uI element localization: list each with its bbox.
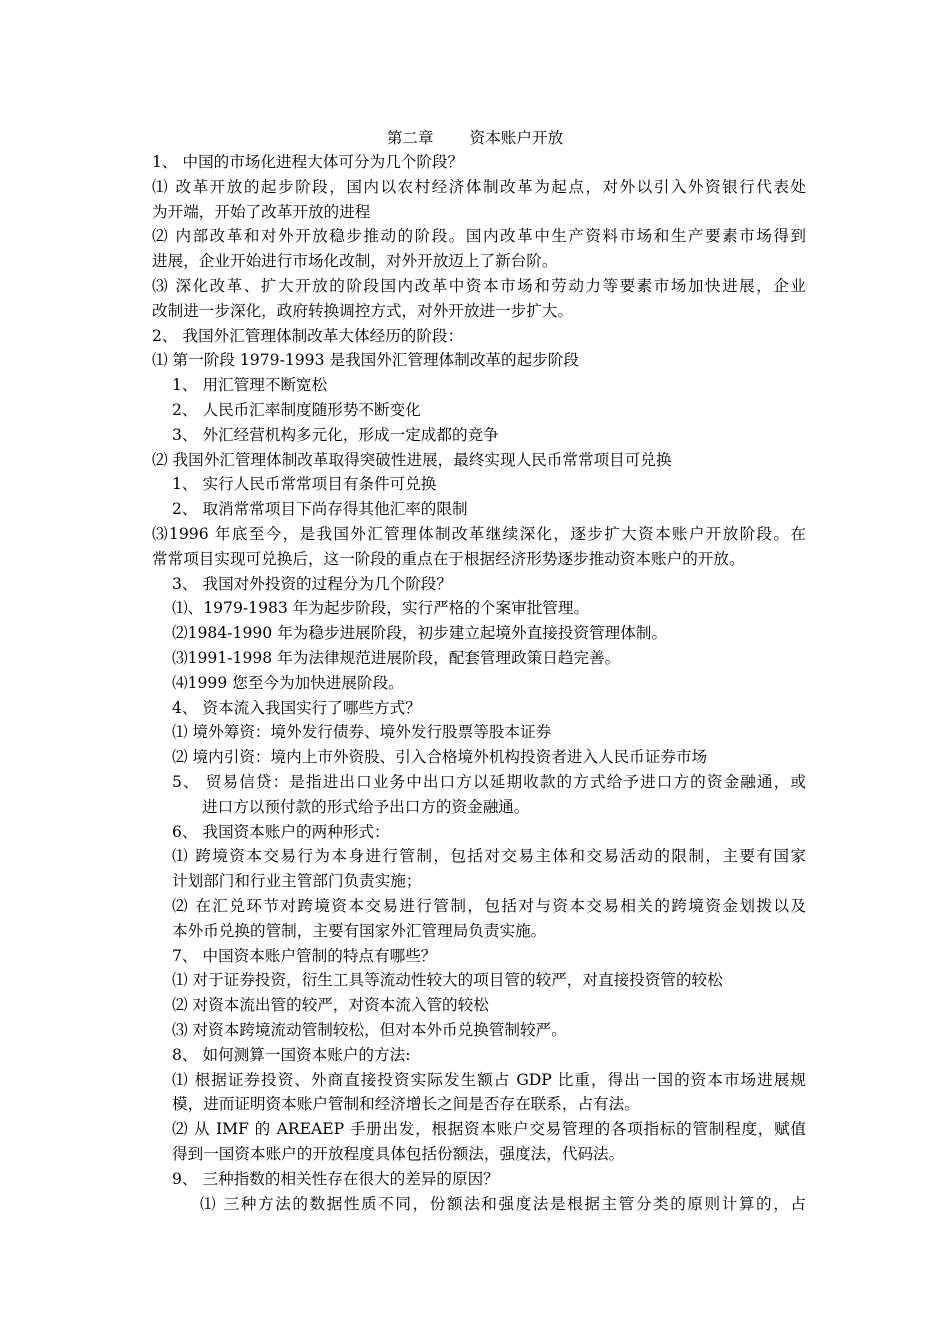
text-line: 进口方以预付款的形式给予出口方的资金融通。	[202, 797, 530, 816]
text-line: 5、 贸易信贷：是指进出口业务中出口方以延期收款的方式给予进口方的资金融通，或	[172, 773, 806, 791]
text-line: 4、 资本流入我国实行了哪些方式？	[172, 698, 421, 717]
text-line: 2、 我国外汇管理体制改革大体经历的阶段：	[152, 326, 464, 345]
text-line: ⑶ 对资本跨境流动管制较松，但对本外币兑换管制较严。	[172, 1021, 567, 1039]
text-line: ⑴ 第一阶段 1979-1993 是我国外汇管理体制改革的起步阶段	[152, 351, 579, 370]
text-line: ⑵ 内部改革和对外开放稳步推动的阶段。国内改革中生产资料市场和生产要素市场得到	[152, 227, 806, 246]
text-line: ⑴ 境外筹资：境外发行债券、境外发行股票等股本证券	[172, 723, 552, 742]
text-line: 进展，企业开始进行市场化改制，对外开放迈上了新台阶。	[152, 252, 558, 271]
text-line: 计划部门和行业主管部门负责实施；	[172, 872, 422, 891]
text-line: 1、 用汇管理不断宽松	[172, 376, 328, 395]
text-line: ⑵ 对资本流出管的较严，对资本流入管的较松	[172, 996, 489, 1015]
text-line: ⑴ 根据证券投资、外商直接投资实际发生额占 GDP 比重，得出一国的资本市场进展规	[172, 1070, 806, 1089]
text-line: ⑴ 三种方法的数据性质不同，份额法和强度法是根据主管分类的原则计算的，占	[200, 1194, 806, 1213]
text-line: ⑷1999 您至今为加快进展阶段。	[172, 673, 404, 692]
text-line: 3、 我国对外投资的过程分为几个阶段？	[172, 574, 452, 593]
text-line: ⑶1991-1998 年为法律规范进展阶段，配套管理政策日趋完善。	[172, 649, 621, 667]
text-line: 3、 外汇经营机构多元化，形成一定成都的竞争	[172, 425, 499, 444]
text-line: 2、 取消常常项目下尚存得其他汇率的限制	[172, 500, 468, 519]
text-line: ⑵ 从 IMF 的 AREAEP 手册出发，根据资本账户交易管理的各项指标的管制程度，赋值	[172, 1120, 806, 1139]
text-line: ⑵ 我国外汇管理体制改革取得突破性进展，最终实现人民币常常项目可兑换	[152, 450, 672, 469]
text-line: 1、 实行人民币常常项目有条件可兑换	[172, 475, 437, 494]
text-line: 7、 中国资本账户管制的特点有哪些？	[172, 946, 437, 965]
text-line: ⑴、1979-1983 年为起步阶段，实行严格的个案审批管理。	[172, 599, 590, 618]
text-line: ⑶ 深化改革、扩大开放的阶段国内改革中资本市场和劳动力等要素市场加快进展，企业	[152, 277, 806, 295]
text-line: 1、 中国的市场化进程大体可分为几个阶段？	[152, 153, 464, 171]
text-line: ⑵ 境内引资：境内上市外资股、引入合格境外机构投资者进入人民币证券市场	[172, 748, 708, 767]
text-line: 常常项目实现可兑换后，这一阶段的重点在于根据经济形势逐步推动资本账户的开放。	[152, 549, 745, 568]
text-line: ⑵1984-1990 年为稳步进展阶段，初步建立起境外直接投资管理体制。	[172, 624, 668, 643]
text-line: 得到一国资本账户的开放程度具体包括份额法，强度法，代码法。	[172, 1145, 625, 1163]
text-line: 模，进而证明资本账户管制和经济增长之间是否存在联系，占有法。	[172, 1095, 640, 1114]
text-line: 改制进一步深化，政府转换调控方式，对外开放进一步扩大。	[152, 301, 574, 320]
text-line: 6、 我国资本账户的两种形式：	[172, 822, 390, 841]
text-line: ⑶1996 年底至今，是我国外汇管理体制改革继续深化，逐步扩大资本账户开放阶段。在	[152, 525, 806, 543]
text-line: 8、 如何测算一国资本账户的方法:	[172, 1045, 411, 1064]
text-line: ⑴ 跨境资本交易行为本身进行管制，包括对交易主体和交易活动的限制，主要有国家	[172, 847, 806, 866]
text-line: ⑴ 改革开放的起步阶段，国内以农村经济体制改革为起点，对外以引入外资银行代表处	[152, 177, 806, 196]
chapter-title	[0, 126, 950, 150]
text-line: 本外币兑换的管制，主要有国家外汇管理局负责实施。	[172, 921, 547, 940]
text-line: 2、 人民币汇率制度随形势不断变化	[172, 401, 421, 419]
text-line: 为开端，开始了改革开放的进程	[152, 202, 371, 221]
chapter-name: 资本账户开放	[469, 129, 564, 147]
text-line: 9、 三种指数的相关性存在很大的差异的原因？	[172, 1169, 499, 1188]
chapter-number: 第二章	[386, 129, 434, 147]
text-line: ⑵ 在汇兑环节对跨境资本交易进行管制，包括对与资本交易相关的跨境资金划拨以及	[172, 897, 806, 915]
text-line: ⑴ 对于证券投资，衍生工具等流动性较大的项目管的较严，对直接投资管的较松	[172, 971, 723, 990]
